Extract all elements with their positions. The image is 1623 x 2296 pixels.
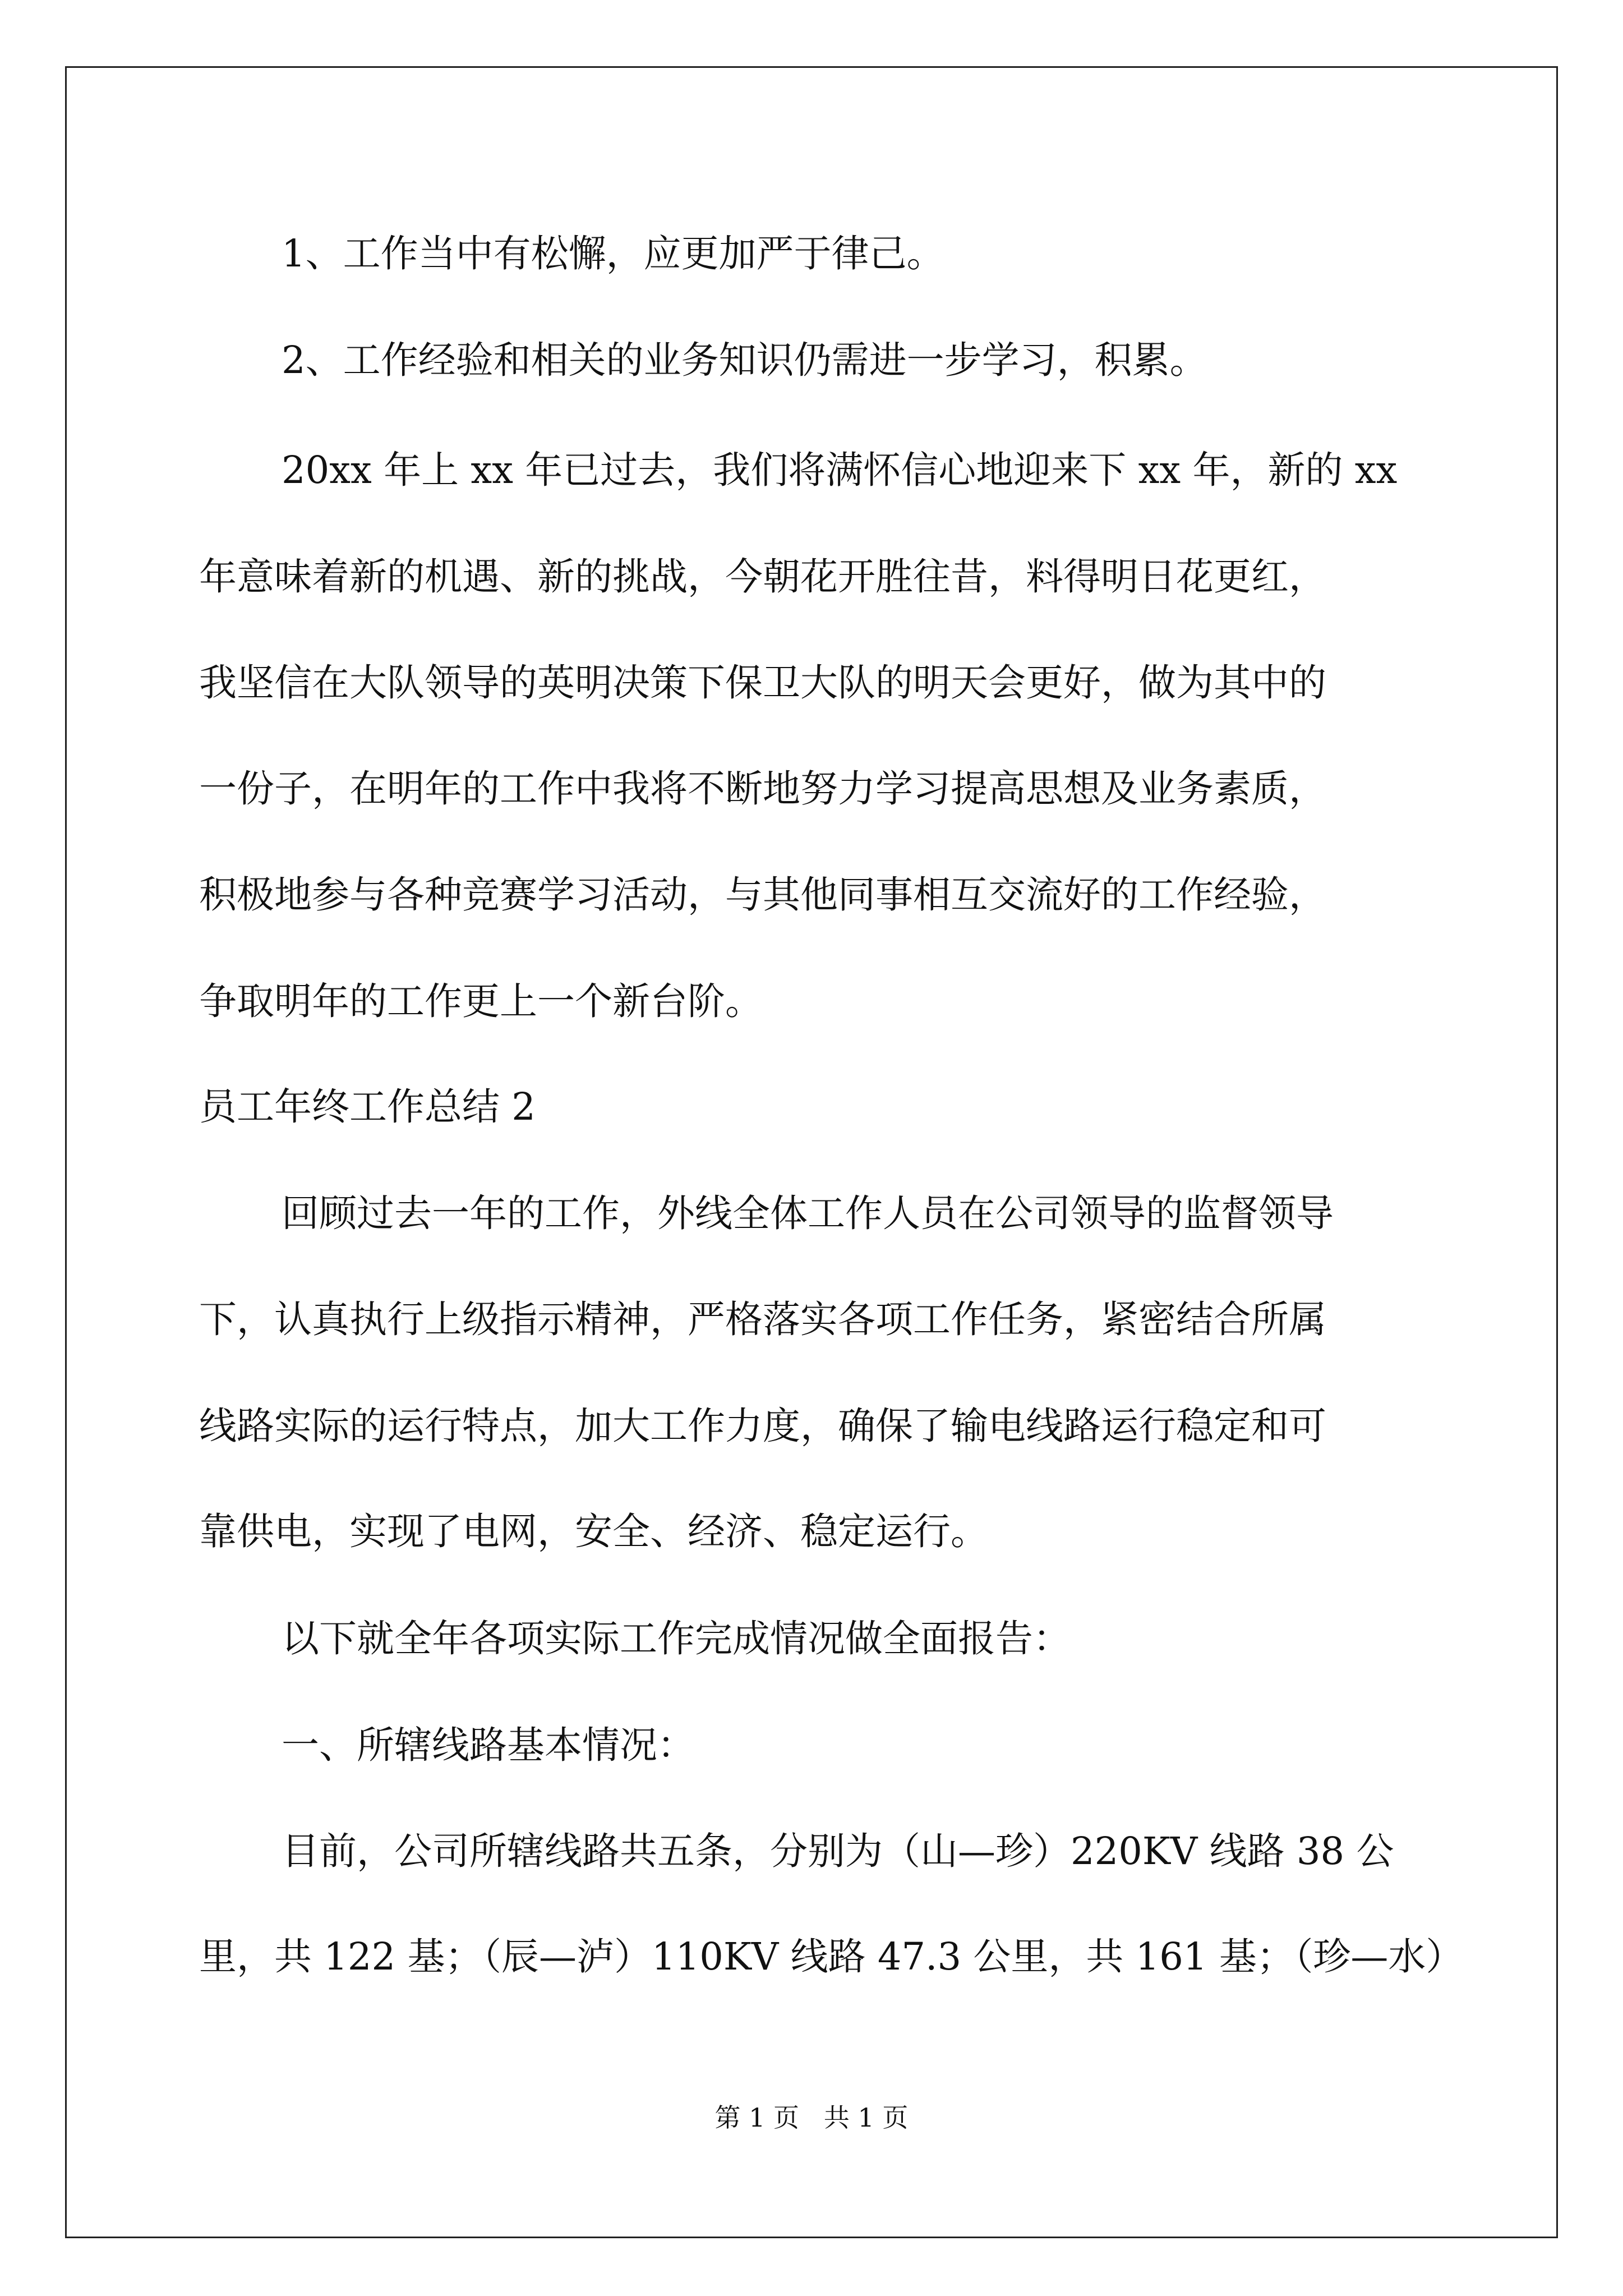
paragraph-line: 以下就全年各项实际工作完成情况做全面报告： bbox=[282, 1617, 1071, 1660]
paragraph-line: 一份子，在明年的工作中我将不断地努力学习提高思想及业务素质， bbox=[199, 767, 1326, 811]
paragraph-line: 下，认真执行上级指示精神，严格落实各项工作任务，紧密结合所属 bbox=[199, 1297, 1326, 1341]
paragraph-line: 积极地参与各种竞赛学习活动，与其他同事相互交流好的工作经验， bbox=[199, 873, 1326, 917]
page-border bbox=[65, 66, 1558, 2238]
paragraph-line: 目前，公司所辖线路共五条，分别为（山—珍）220KV 线路 38 公 bbox=[282, 1829, 1394, 1873]
paragraph-line: 20xx 年上 xx 年已过去，我们将满怀信心地迎来下 xx 年，新的 xx bbox=[282, 448, 1398, 492]
paragraph-line: 回顾过去一年的工作，外线全体工作人员在公司领导的监督领导 bbox=[282, 1191, 1334, 1235]
paragraph-line: 1、工作当中有松懈，应更加严于律己。 bbox=[282, 232, 944, 275]
paragraph-line: 一、所辖线路基本情况： bbox=[282, 1723, 695, 1767]
paragraph-line: 我坚信在大队领导的英明决策下保卫大队的明天会更好，做为其中的 bbox=[199, 661, 1326, 705]
paragraph-line: 2、工作经验和相关的业务知识仍需进一步学习，积累。 bbox=[282, 338, 1207, 382]
section-heading: 员工年终工作总结 2 bbox=[199, 1085, 536, 1129]
paragraph-line: 年意味着新的机遇、新的挑战，今朝花开胜往昔，料得明日花更红， bbox=[199, 555, 1326, 599]
paragraph-line: 里，共 122 基；（辰—泸）110KV 线路 47.3 公里，共 161 基；（珍—水） bbox=[199, 1935, 1464, 1978]
page-footer: 第 1 页 共 1 页 bbox=[714, 2102, 909, 2133]
paragraph-line: 线路实际的运行特点，加大工作力度，确保了输电线路运行稳定和可 bbox=[199, 1404, 1326, 1448]
paragraph-line: 靠供电，实现了电网，安全、经济、稳定运行。 bbox=[199, 1510, 988, 1553]
paragraph-line: 争取明年的工作更上一个新台阶。 bbox=[199, 979, 763, 1023]
